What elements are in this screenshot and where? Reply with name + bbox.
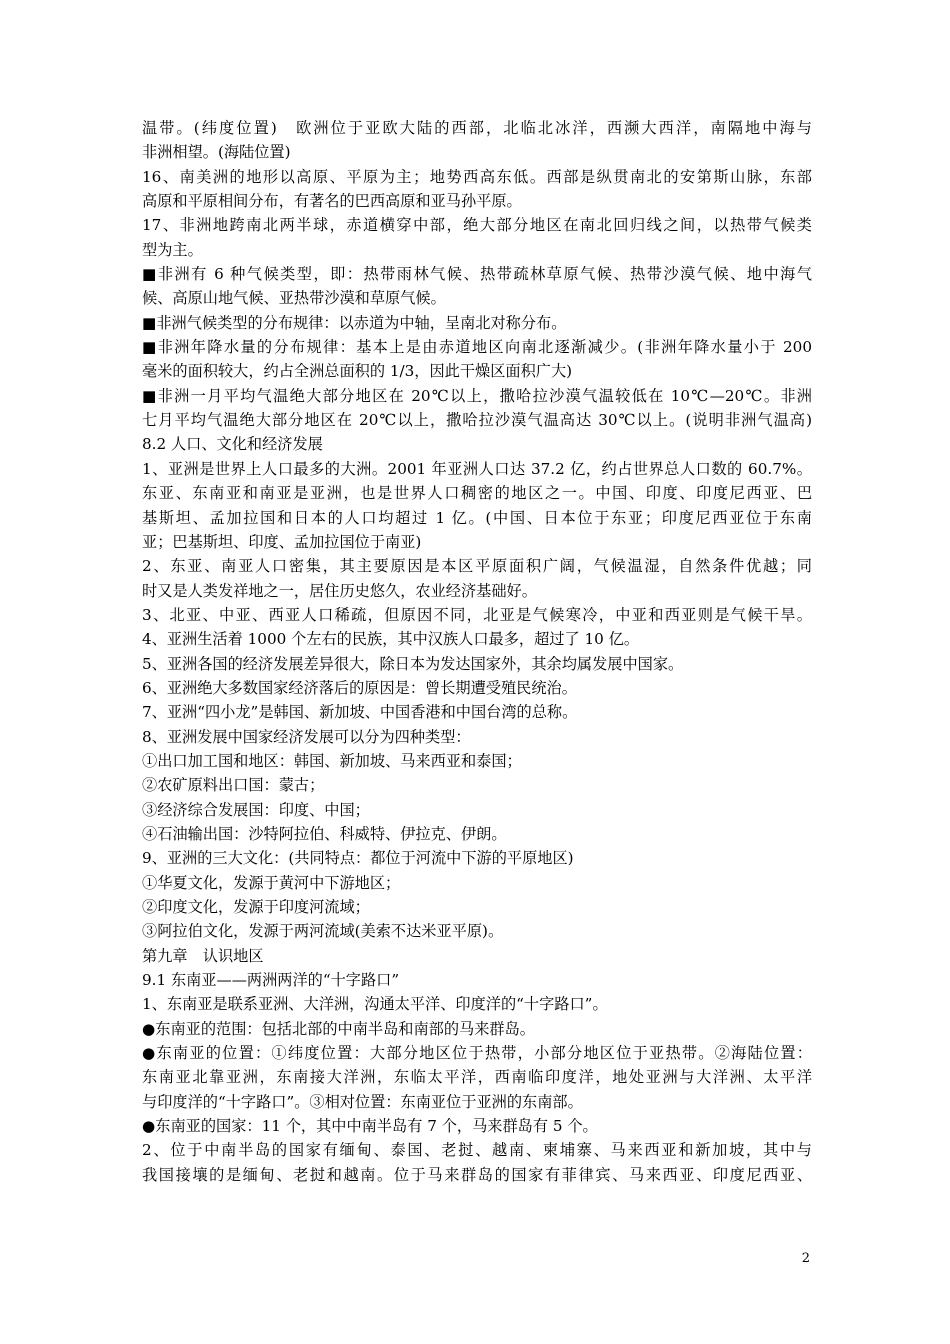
- page-number: 2: [801, 1251, 810, 1266]
- chapter-heading: 第九章 认识地区: [142, 946, 264, 965]
- text-line: 4、亚洲生活着 1000 个左右的民族，其中汉族人口最多，超过了 10 亿。: [142, 630, 640, 649]
- text-line: 5、亚洲各国的经济发展差异很大，除日本为发达国家外，其余均属发展中国家。: [142, 654, 684, 673]
- text-line: 2、东亚、南亚人口密集，其主要原因是本区平原面积广阔，气候温湿，自然条件优越；同: [142, 557, 812, 576]
- text-line: 1、东南亚是联系亚洲、大洋洲，沟通太平洋、印度洋的“十字路口”。: [142, 995, 608, 1014]
- section-heading: 8.2 人口、文化和经济发展: [142, 435, 323, 454]
- text-line: ■非洲年降水量的分布规律：基本上是由赤道地区向南北逐渐减少。(非洲年降水量小于 200: [142, 338, 812, 357]
- text-line: ■非洲气候类型的分布规律：以赤道为中轴，呈南北对称分布。: [142, 313, 567, 332]
- list-item: ③经济综合发展国：印度、中国；: [142, 800, 370, 819]
- text-line: 七月平均气温绝大部分地区在 20℃以上，撒哈拉沙漠气温高达 30℃以上。(说明非洲气温高): [142, 411, 812, 430]
- text-line: 型为主。: [142, 240, 203, 259]
- section-heading: 9.1 东南亚——两洲两洋的“十字路口”: [142, 971, 400, 990]
- text-line: 高原和平原相间分布，有著名的巴西高原和亚马孙平原。: [142, 192, 522, 211]
- text-line: 9、亚洲的三大文化：(共同特点：都位于河流中下游的平原地区): [142, 849, 574, 868]
- text-line: 8、亚洲发展中国家经济发展可以分为四种类型：: [142, 727, 471, 746]
- text-line: 亚；巴基斯坦、印度、孟加拉国位于南亚): [142, 532, 422, 551]
- list-item: ②农矿原料出口国：蒙古；: [142, 776, 325, 795]
- text-line: 时又是人类发祥地之一，居住历史悠久，农业经济基础好。: [142, 581, 537, 600]
- text-line: ●东南亚的位置：①纬度位置：大部分地区位于热带，小部分地区位于亚热带。②海陆位置：: [142, 1044, 812, 1063]
- list-item: ②印度文化，发源于印度河流域；: [142, 898, 370, 916]
- document-body: [142, 116, 812, 1187]
- list-item: ③阿拉伯文化，发源于两河流域(美索不达米亚平原)。: [142, 922, 504, 941]
- list-item: ①华夏文化，发源于黄河中下游地区；: [142, 873, 401, 892]
- text-line: 3、北亚、中亚、西亚人口稀疏，但原因不同，北亚是气候寒冷，中亚和西亚则是气候干旱。: [142, 605, 812, 624]
- text-line: 非洲相望。(海陆位置): [142, 143, 291, 162]
- list-item: ④石油输出国：沙特阿拉伯、科威特、伊拉克、伊朗。: [142, 824, 507, 843]
- text-line: 毫米的面积较大，约占全洲总面积的 1/3，因此干燥区面积广大): [142, 362, 573, 381]
- text-line: 候、高原山地气候、亚热带沙漠和草原气候。: [142, 289, 446, 308]
- text-line: ■非洲一月平均气温绝大部分地区在 20℃以上，撒哈拉沙漠气温较低在 10℃—20℃。非洲: [142, 386, 812, 405]
- text-line: ●东南亚的范围：包括北部的中南半岛和南部的马来群岛。: [142, 1019, 535, 1038]
- text-line: 与印度洋的“十字路口”。③相对位置：东南亚位于亚洲的东南部。: [142, 1092, 583, 1111]
- text-line: 东亚、东南亚和南亚是亚洲，也是世界人口稠密的地区之一。中国、印度、印度尼西亚、巴: [142, 484, 812, 503]
- text-line: 16、南美洲的地形以高原、平原为主；地势西高东低。西部是纵贯南北的安第斯山脉，东部: [142, 167, 812, 186]
- text-line: 温带。(纬度位置) 欧洲位于亚欧大陆的西部，北临北冰洋，西濒大西洋，南隔地中海与: [142, 119, 812, 137]
- text-line: ●东南亚的国家：11 个，其中中南半岛有 7 个，马来群岛有 5 个。: [142, 1117, 598, 1136]
- text-line: 我国接壤的是缅甸、老挝和越南。位于马来群岛的国家有菲律宾、马来西亚、印度尼西亚、: [142, 1165, 812, 1184]
- list-item: ①出口加工国和地区：韩国、新加坡、马来西亚和泰国；: [142, 751, 522, 770]
- text-line: 基斯坦、孟加拉国和日本的人口均超过 1 亿。(中国、日本位于东亚；印度尼西亚位于东南: [142, 508, 812, 527]
- text-line: 6、亚洲绝大多数国家经济落后的原因是：曾长期遭受殖民统治。: [142, 678, 577, 697]
- text-line: 2、位于中南半岛的国家有缅甸、泰国、老挝、越南、柬埔寨、马来西亚和新加坡，其中与: [142, 1141, 812, 1160]
- text-line: 1、亚洲是世界上人口最多的大洲。2001 年亚洲人口达 37.2 亿，约占世界总人口数的 60.7%。: [142, 459, 812, 478]
- text-line: ■非洲有 6 种气候类型，即：热带雨林气候、热带疏林草原气候、热带沙漠气候、地中海气: [142, 265, 812, 284]
- text-line: 东南亚北靠亚洲，东南接大洋洲，东临太平洋，西南临印度洋，地处亚洲与大洋洲、太平洋: [142, 1068, 812, 1087]
- text-line: 17、非洲地跨南北两半球，赤道横穿中部，绝大部分地区在南北回归线之间，以热带气候类: [142, 216, 812, 235]
- text-line: 7、亚洲“四小龙”是韩国、新加坡、中国香港和中国台湾的总称。: [142, 703, 578, 722]
